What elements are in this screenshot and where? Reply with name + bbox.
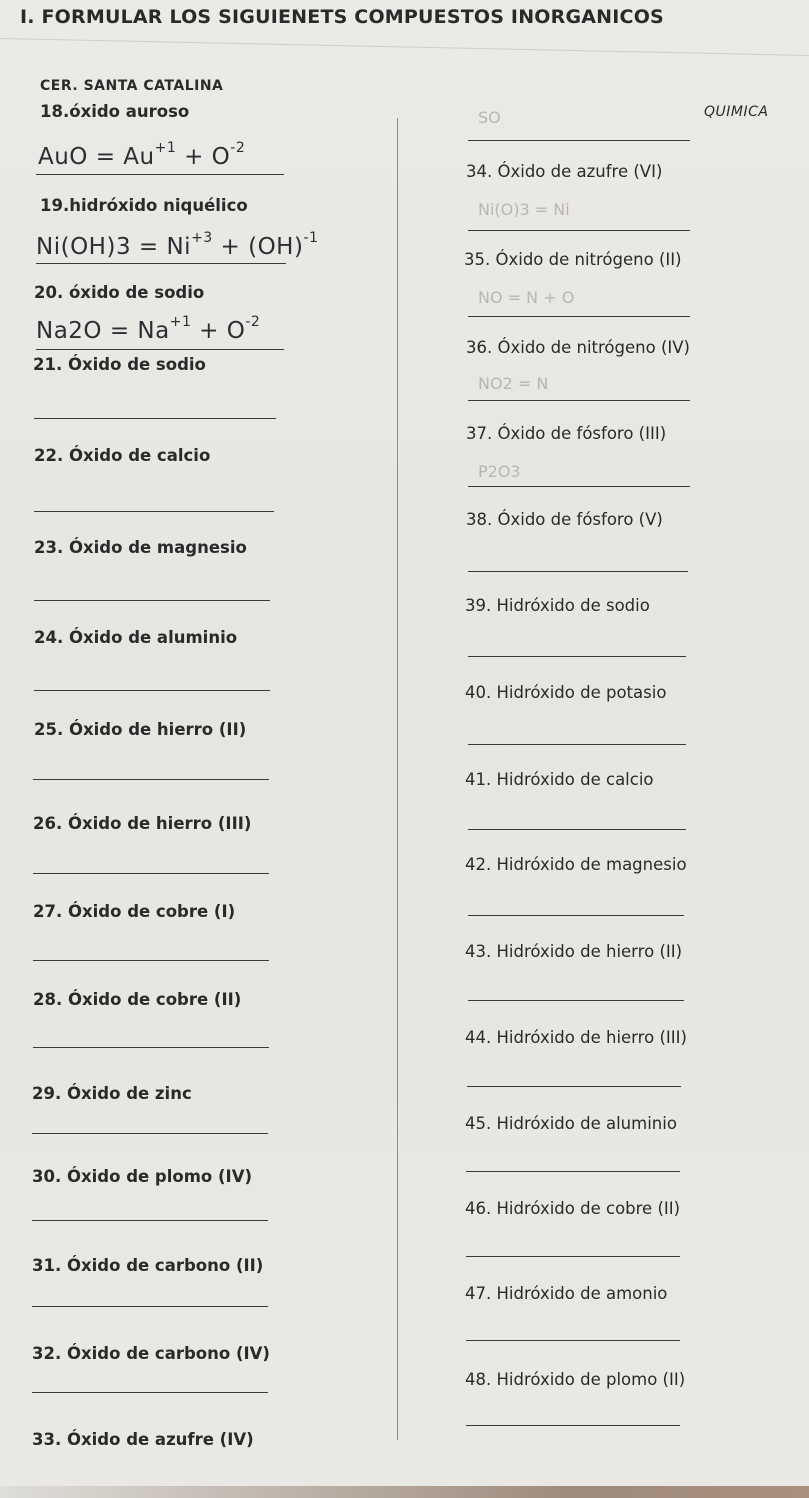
faint-pencil-mark: Ni(O)3 = Ni <box>478 200 570 219</box>
faint-pencil-mark: NO = N + O <box>478 288 575 307</box>
answer-line <box>32 1306 268 1307</box>
answer-line <box>468 486 690 487</box>
answer-line <box>34 418 276 419</box>
question-label: 47. Hidróxido de amonio <box>465 1284 668 1303</box>
question-label: 31. Óxido de carbono (II) <box>32 1256 264 1275</box>
question-label: 22. Óxido de calcio <box>34 446 211 465</box>
question-label: 27. Óxido de cobre (I) <box>33 902 236 921</box>
answer-line <box>34 600 270 601</box>
desk-edge <box>0 1486 809 1498</box>
answer-line <box>36 263 286 264</box>
question-label: 26. Óxido de hierro (III) <box>33 814 252 833</box>
question-label: 42. Hidróxido de magnesio <box>465 855 687 874</box>
subject-label: QUIMICA <box>704 104 769 120</box>
answer-line <box>468 915 684 916</box>
question-label: 21. Óxido de sodio <box>33 355 206 374</box>
faint-pencil-mark: P2O3 <box>478 462 521 481</box>
question-label: 45. Hidróxido de aluminio <box>465 1114 677 1133</box>
handwritten-answer: AuO = $Au^{+1} + O^{-2}$ <box>38 140 246 170</box>
answer-line <box>32 1392 268 1393</box>
question-label: 29. Óxido de zinc <box>32 1084 192 1103</box>
answer-line <box>36 174 284 175</box>
answer-line <box>33 960 269 961</box>
answer-line <box>468 1000 684 1001</box>
answer-line <box>466 1256 680 1257</box>
answer-line <box>33 779 269 780</box>
question-label: 20. óxido de sodio <box>34 283 205 302</box>
question-label: 44. Hidróxido de hierro (III) <box>465 1028 687 1047</box>
question-label: 32. Óxido de carbono (IV) <box>32 1344 270 1363</box>
question-label: 18.óxido auroso <box>40 102 190 121</box>
question-label: 24. Óxido de aluminio <box>34 628 238 647</box>
question-label: 33. Óxido de azufre (IV) <box>32 1430 254 1449</box>
question-label: 30. Óxido de plomo (IV) <box>32 1167 253 1186</box>
question-label: 28. Óxido de cobre (II) <box>33 990 242 1009</box>
faint-pencil-mark: SO <box>478 108 501 127</box>
answer-line <box>468 744 686 745</box>
answer-line <box>468 571 688 572</box>
question-label: 35. Óxido de nitrógeno (II) <box>464 250 682 269</box>
answer-line <box>34 511 274 512</box>
handwritten-answer: $Ni(OH)3 = Ni^{+3} + (OH)^{-1}$ <box>36 230 319 260</box>
answer-line <box>32 1220 268 1221</box>
worksheet-title: I. FORMULAR LOS SIGUIENETS COMPUESTOS INORGANICOS <box>20 6 664 28</box>
answer-line <box>468 140 690 141</box>
answer-line <box>468 656 686 657</box>
question-label: 19.hidróxido niquélico <box>40 196 248 215</box>
faint-pencil-mark: NO2 = N <box>478 374 549 393</box>
answer-line <box>34 690 270 691</box>
answer-line <box>466 1171 680 1172</box>
paper-fold-line <box>0 38 809 56</box>
question-label: 23. Óxido de magnesio <box>34 538 247 557</box>
column-divider <box>397 118 398 1440</box>
answer-line <box>468 400 690 401</box>
question-label: 25. Óxido de hierro (II) <box>34 720 247 739</box>
handwritten-answer: $Na2O = Na^{+1} + O^{-2}$ <box>36 314 261 344</box>
question-label: 37. Óxido de fósforo (III) <box>466 424 667 443</box>
answer-line <box>466 1340 680 1341</box>
school-name: CER. SANTA CATALINA <box>40 78 224 94</box>
question-label: 36. Óxido de nitrógeno (IV) <box>466 338 690 357</box>
answer-line <box>32 1133 268 1134</box>
answer-line <box>33 1047 269 1048</box>
question-label: 48. Hidróxido de plomo (II) <box>465 1370 686 1389</box>
question-label: 38. Óxido de fósforo (V) <box>466 510 663 529</box>
answer-line <box>36 349 284 350</box>
answer-line <box>33 873 269 874</box>
answer-line <box>468 829 686 830</box>
question-label: 34. Óxido de azufre (VI) <box>466 162 663 181</box>
answer-line <box>466 1425 680 1426</box>
question-label: 40. Hidróxido de potasio <box>465 683 667 702</box>
answer-line <box>468 316 690 317</box>
question-label: 46. Hidróxido de cobre (II) <box>465 1199 681 1218</box>
question-label: 43. Hidróxido de hierro (II) <box>465 942 683 961</box>
question-label: 41. Hidróxido de calcio <box>465 770 654 789</box>
question-label: 39. Hidróxido de sodio <box>465 596 650 615</box>
answer-line <box>467 1086 681 1087</box>
answer-line <box>468 230 690 231</box>
